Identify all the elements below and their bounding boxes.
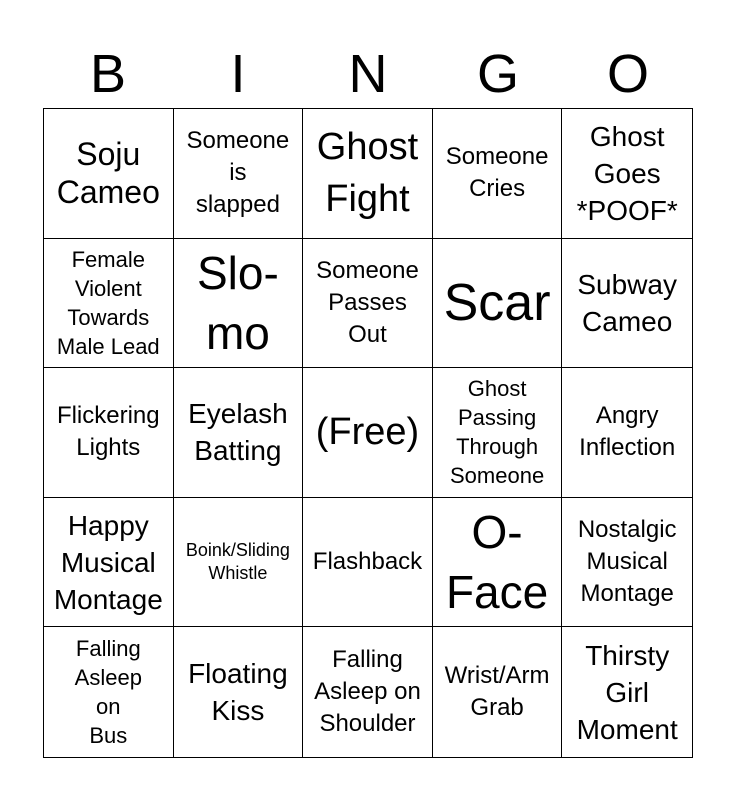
cell-line: Scar — [443, 273, 551, 332]
cell-line: Someone — [445, 143, 549, 171]
cell-line: Happy — [67, 509, 149, 541]
header-letter-g: G — [476, 44, 519, 104]
bingo-cell[interactable] — [562, 109, 692, 239]
cell-line: Ghost — [316, 126, 419, 169]
bingo-cell[interactable] — [174, 498, 304, 628]
header-letter-o: O — [606, 44, 649, 104]
bingo-cell[interactable] — [44, 109, 174, 239]
bingo-cell[interactable] — [433, 109, 563, 239]
cell-line: Whistle — [208, 563, 268, 584]
cell-line: Passing — [457, 405, 537, 431]
cell-line: Passes — [328, 288, 407, 316]
bingo-cell[interactable] — [562, 627, 692, 757]
bingo-cell[interactable] — [174, 109, 304, 239]
bingo-cell free-space[interactable] — [303, 368, 433, 498]
cell-line: O- — [471, 506, 523, 559]
bingo-cell[interactable] — [433, 627, 563, 757]
cell-line: Face — [445, 566, 549, 619]
cell-line: Asleep on — [314, 678, 421, 706]
bingo-cell[interactable] — [433, 368, 563, 498]
bingo-cell[interactable] — [44, 627, 174, 757]
cell-line: Moment — [576, 713, 678, 745]
bingo-cell[interactable] — [433, 498, 563, 628]
cell-line: (Free) — [315, 411, 420, 454]
cell-line: is — [229, 159, 247, 187]
bingo-cell[interactable] — [44, 498, 174, 628]
cell-line: Grab — [470, 694, 524, 722]
cell-line: Inflection — [579, 434, 676, 462]
cell-line: Shoulder — [319, 710, 416, 738]
bingo-cell[interactable] — [562, 498, 692, 628]
cell-line: Violent — [74, 275, 142, 301]
cell-line: Flashback — [312, 548, 423, 576]
cell-line: Floating — [188, 658, 288, 690]
cell-line: Kiss — [211, 695, 265, 727]
bingo-cell[interactable] — [303, 109, 433, 239]
cell-line: Subway — [577, 268, 677, 300]
cell-line: Thirsty — [585, 639, 670, 671]
bingo-cell[interactable] — [562, 239, 692, 369]
cell-line: Flickering — [56, 402, 160, 430]
bingo-header — [43, 40, 693, 108]
cell-line: Lights — [76, 434, 141, 462]
bingo-cell[interactable] — [174, 239, 304, 369]
cell-line: Bus — [89, 723, 128, 749]
cell-line: Through — [456, 434, 539, 460]
cell-line: on — [96, 694, 121, 720]
cell-line: Male Lead — [56, 333, 160, 359]
cell-line: Ghost — [467, 376, 527, 402]
cell-line: Someone — [186, 127, 290, 155]
cell-line: mo — [205, 306, 270, 359]
cell-line: Eyelash — [188, 398, 288, 430]
cell-line: slapped — [195, 191, 280, 219]
cell-line: Batting — [194, 435, 282, 467]
bingo-cell[interactable] — [433, 239, 563, 369]
cell-line: Cries — [469, 175, 526, 203]
bingo-board — [43, 108, 693, 758]
cell-line: Towards — [67, 304, 150, 330]
bingo-cell[interactable] — [44, 368, 174, 498]
cell-line: Out — [348, 320, 387, 348]
cell-line: Falling — [332, 646, 403, 674]
bingo-cell[interactable] — [174, 627, 304, 757]
bingo-cell[interactable] — [303, 239, 433, 369]
cell-line: Boink/Sliding — [185, 540, 290, 561]
bingo-cell[interactable] — [303, 498, 433, 628]
cell-line: Fight — [325, 178, 410, 221]
cell-line: Montage — [53, 583, 163, 615]
cell-line: Nostalgic — [577, 516, 677, 544]
cell-line: Musical — [586, 548, 668, 576]
header-letter-b: B — [89, 44, 127, 104]
bingo-cell[interactable] — [303, 627, 433, 757]
bingo-cell[interactable] — [562, 368, 692, 498]
cell-line: Falling — [75, 636, 141, 662]
cell-line: Montage — [580, 580, 674, 608]
cell-line: Cameo — [56, 174, 160, 211]
cell-line: Girl — [605, 676, 649, 708]
cell-line: Cameo — [582, 305, 673, 337]
cell-line: Goes — [593, 157, 661, 189]
bingo-cell[interactable] — [44, 239, 174, 369]
cell-line: Wrist/Arm — [444, 662, 550, 690]
cell-line: *POOF* — [576, 194, 678, 226]
header-letter-n: N — [348, 44, 388, 104]
cell-line: Slo- — [196, 246, 279, 299]
cell-line: Someone — [316, 256, 419, 284]
cell-line: Musical — [60, 546, 156, 578]
cell-line: Asleep — [74, 665, 142, 691]
cell-line: Someone — [450, 463, 545, 489]
cell-line: Soju — [76, 136, 141, 173]
cell-line: Angry — [595, 402, 659, 430]
bingo-cell[interactable] — [174, 368, 304, 498]
cell-line: Female — [71, 246, 145, 272]
header-letter-i: I — [230, 44, 246, 104]
cell-line: Ghost — [589, 120, 665, 152]
